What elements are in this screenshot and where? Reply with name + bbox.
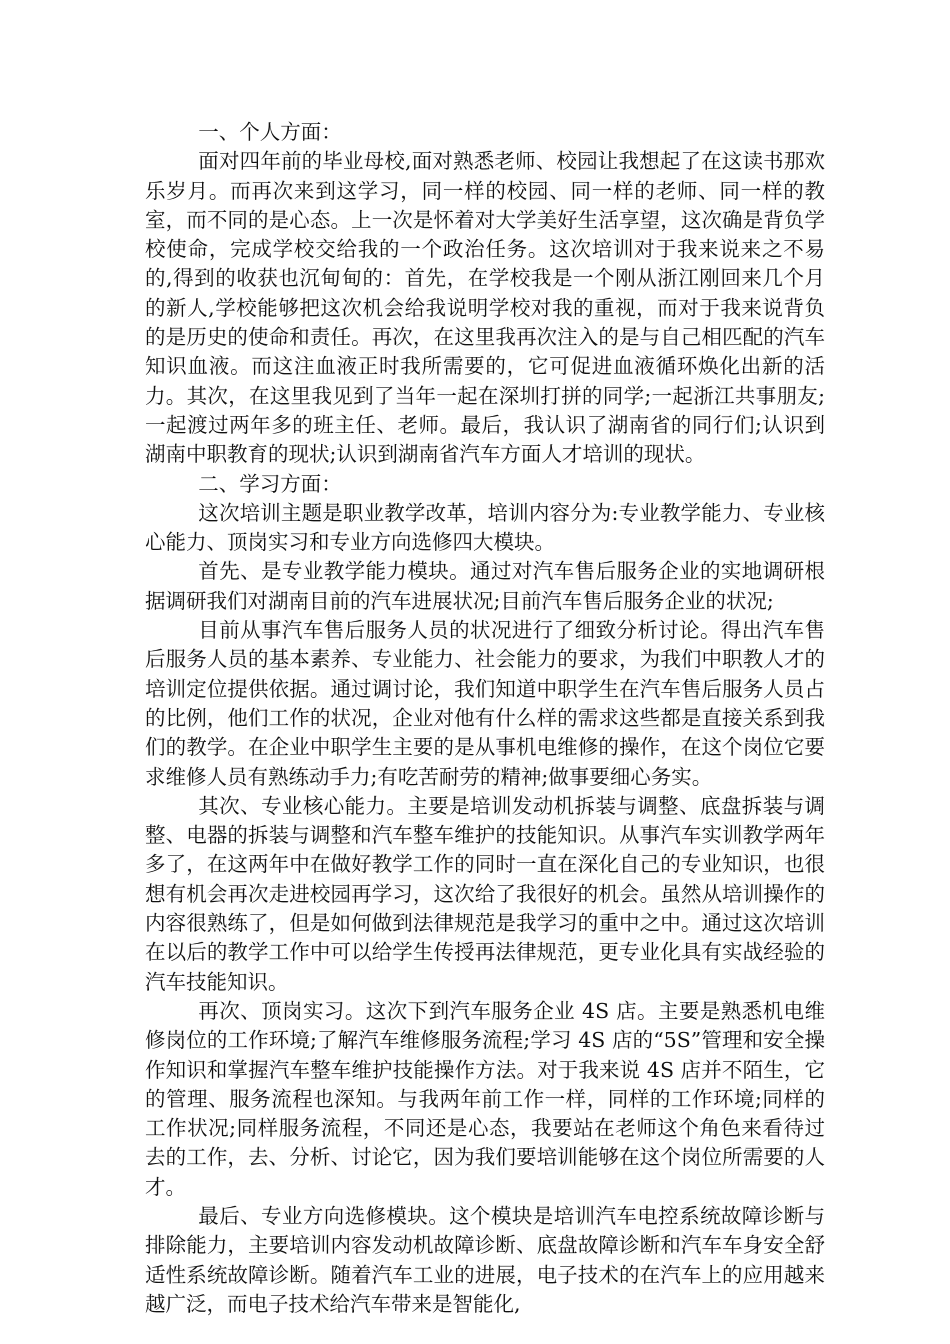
paragraph-teaching-ability: 首先、是专业教学能力模块。通过对汽车售后服务企业的实地调研根据调研我们对湖南目前的汽车进展状况;目前汽车售后服务企业的状况; [145, 559, 825, 613]
paragraph-internship: 再次、顶岗实习。这次下到汽车服务企业 4S 店。主要是熟悉机电维修岗位的工作环境;了解汽车维修服务流程;学习 4S 店的“5S”管理和安全操作知识和掌握汽车整车维护技能操作方法。对于我来说 4S 店并不陌生，它的管理、服务流程也深知。与我两年前工作一样，同样的工作环境;同样的工作状况;同样服务流程，不同还是心态，我要站在老师这个角色来看待过去的工作，去、分析、讨论它，因为我们要培训能够在这个岗位所需要的人才。 [145, 998, 825, 1199]
paragraph-service-staff: 目前从事汽车售后服务人员的状况进行了细致分析讨论。得出汽车售后服务人员的基本素养、专业能力、社会能力的要求，为我们中职教人才的培训定位提供依据。通过调讨论，我们知道中职学生在汽车售后服务人员占的比例，他们工作的状况，企业对他有什么样的需求这些都是直接关系到我们的教学。在企业中职学生主要的是从事机电维修的操作，在这个岗位它要求维修人员有熟练动手力;有吃苦耐劳的精神;做事要细心务实。 [145, 618, 825, 789]
document-body [145, 118, 825, 1319]
section-heading-personal: 一、个人方面： [198, 120, 342, 144]
section-heading-study: 二、学习方面： [198, 471, 342, 496]
paragraph-training-theme: 这次培训主题是职业教学改革，培训内容分为:专业教学能力、专业核心能力、顶岗实习和专业方向选修四大模块。 [145, 500, 825, 555]
paragraph-elective-module: 最后、专业方向选修模块。这个模块是培训汽车电控系统故障诊断与排除能力，主要培训内容发动机故障诊断、底盘故障诊断和汽车车身安全舒适性系统故障诊断。随着汽车工业的进展，电子技术的在汽车上的应用越来越广泛，而电子技术给汽车带来是智能化, [145, 1203, 825, 1316]
paragraph-personal: 面对四年前的毕业母校,面对熟悉老师、校园让我想起了在这读书那欢乐岁月。而再次来到这学习，同一样的校园、同一样的老师、同一样的教室，而不同的是心态。上一次是怀着对大学美好生活享望，这次确是背负学校使命，完成学校交给我的一个政治任务。这次培训对于我来说来之不易的,得到的收获也沉甸甸的：首先，在学校我是一个刚从浙江刚回来几个月的新人,学校能够把这次机会给我说明学校对我的重视，而对于我来说背负的是历史的使命和责任。再次，在这里我再次注入的是与自己相匹配的汽车知识血液。而这注血液正时我所需要的，它可促进血液循环焕化出新的活力。其次，在这里我见到了当年一起在深圳打拼的同学;一起浙江共事朋友;一起渡过两年多的班主任、老师。最后，我认识了湖南省的同行们;认识到湖南中职教育的现状;认识到湖南省汽车方面人才培训的现状。 [145, 149, 825, 467]
paragraph-core-ability: 其次、专业核心能力。主要是培训发动机拆装与调整、底盘拆装与调整、电器的拆装与调整和汽车整车维护的技能知识。从事汽车实训教学两年多了，在这两年中在做好教学工作的同时一直在深化自己的专业知识，也很想有机会再次走进校园再学习，这次给了我很好的机会。虽然从培训操作的内容很熟练了，但是如何做到法律规范是我学习的重中之中。通过这次培训在以后的教学工作中可以给学生传授再法律规范，更专业化具有实战经验的汽车技能知识。 [145, 793, 825, 994]
